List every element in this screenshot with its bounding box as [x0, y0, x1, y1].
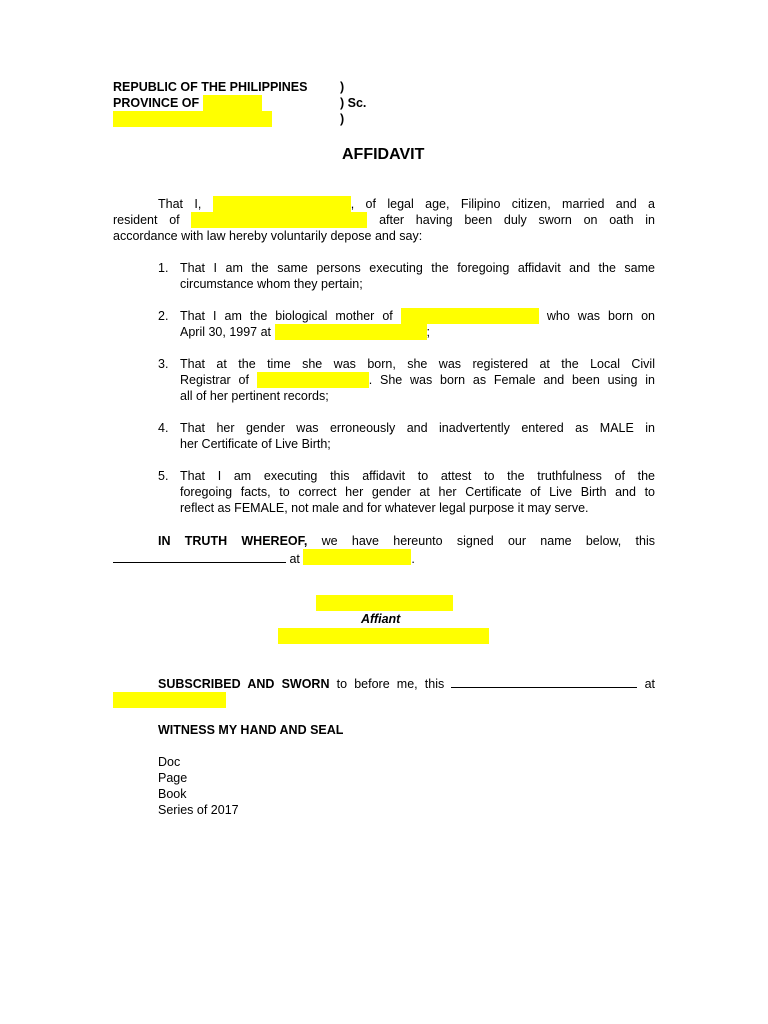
list-number: 5.	[158, 469, 169, 483]
item-2-line-2	[180, 324, 655, 340]
item-5-line-2: foregoing facts, to correct her gender at her Certificate of Live Birth and to	[180, 485, 655, 499]
subscribed-rest: to before me, this	[329, 677, 445, 691]
truth-line-2	[113, 549, 655, 567]
list-number: 3.	[158, 357, 169, 371]
province-redaction	[203, 95, 262, 111]
signature-redaction	[316, 595, 453, 611]
item-1-line-2: circumstance whom they pertain;	[180, 277, 363, 291]
witness-line: WITNESS MY HAND AND SEAL	[158, 723, 344, 737]
subscribed-lead: SUBSCRIBED AND SWORN	[158, 677, 330, 691]
child-name-redaction	[401, 308, 539, 324]
municipality-redaction	[113, 111, 272, 127]
affiant-id-redaction	[278, 628, 489, 644]
notarial-doc: Doc	[158, 755, 181, 769]
document-title: AFFIDAVIT	[342, 146, 425, 163]
notarial-series: Series of 2017	[158, 803, 239, 817]
sworn-date-blank	[451, 674, 637, 688]
intro-text-3: resident of	[113, 213, 180, 227]
birthplace-redaction	[275, 324, 427, 340]
intro-paragraph	[113, 196, 655, 244]
truth-lead: IN TRUTH WHEREOF,	[158, 534, 308, 548]
item-3-text-a: Registrar of	[180, 373, 249, 387]
item-4-line-1: That her gender was erroneously and inadvertently entered as MALE in	[180, 421, 655, 435]
caption-paren-1: )	[340, 80, 345, 94]
truth-rest: we have hereunto signed our name below, this	[307, 534, 655, 548]
intro-text-2: , of legal age, Filipino citizen, married and a	[350, 197, 655, 211]
subscribed-line-2	[113, 692, 655, 708]
registrar-redaction	[257, 372, 369, 388]
list-number: 2.	[158, 309, 169, 323]
affiant-name-redaction	[213, 196, 351, 212]
truth-paragraph	[113, 533, 655, 567]
intro-line-2	[113, 212, 655, 228]
intro-text-1: That I,	[158, 197, 202, 211]
subscribed-line-1	[113, 674, 655, 692]
intro-text-4: after having been duly sworn on oath in	[379, 213, 655, 227]
item-3-text-b: . She was born as Female and been using in	[368, 373, 655, 387]
caption-paren-3: )	[340, 112, 345, 126]
list-number: 4.	[158, 421, 169, 435]
caption-republic: REPUBLIC OF THE PHILIPPINES	[113, 80, 308, 94]
item-4-line-2: her Certificate of Live Birth;	[180, 437, 331, 451]
item-2-text-b: who was born on	[546, 309, 655, 323]
notarial-book: Book	[158, 787, 187, 801]
list-number: 1.	[158, 261, 169, 275]
caption-province: PROVINCE OF	[113, 96, 200, 110]
residence-redaction	[191, 212, 367, 228]
item-2-text-d: ;	[426, 325, 431, 339]
intro-line-1	[113, 196, 655, 212]
item-3-line-3: all of her pertinent records;	[180, 389, 329, 403]
truth-line-1	[113, 533, 655, 549]
truth-at: at	[289, 552, 300, 566]
notary-place-redaction	[113, 692, 226, 708]
item-3-line-2	[180, 372, 655, 388]
notarial-page: Page	[158, 771, 188, 785]
subscribed-at: at	[644, 677, 655, 691]
subscribed-paragraph	[113, 674, 655, 708]
intro-line-3: accordance with law hereby voluntarily depose and say:	[113, 229, 423, 243]
item-1-line-1: That I am the same persons executing the foregoing affidavit and the same	[180, 261, 655, 275]
item-2-line-1	[180, 308, 655, 324]
truth-period: .	[411, 552, 415, 566]
signing-place-redaction	[303, 549, 411, 565]
date-blank	[113, 549, 286, 563]
item-5-line-3: reflect as FEMALE, not male and for whatever legal purpose it may serve.	[180, 501, 589, 515]
item-2-text-c: April 30, 1997 at	[180, 325, 272, 339]
caption-paren-2: ) Sc.	[340, 96, 367, 110]
affiant-label: Affiant	[361, 612, 401, 626]
item-2-text-a: That I am the biological mother of	[180, 309, 393, 323]
item-5-line-1: That I am executing this affidavit to attest to the truthfulness of the	[180, 469, 655, 483]
item-3-line-1: That at the time she was born, she was registered at the Local Civil	[180, 357, 655, 371]
